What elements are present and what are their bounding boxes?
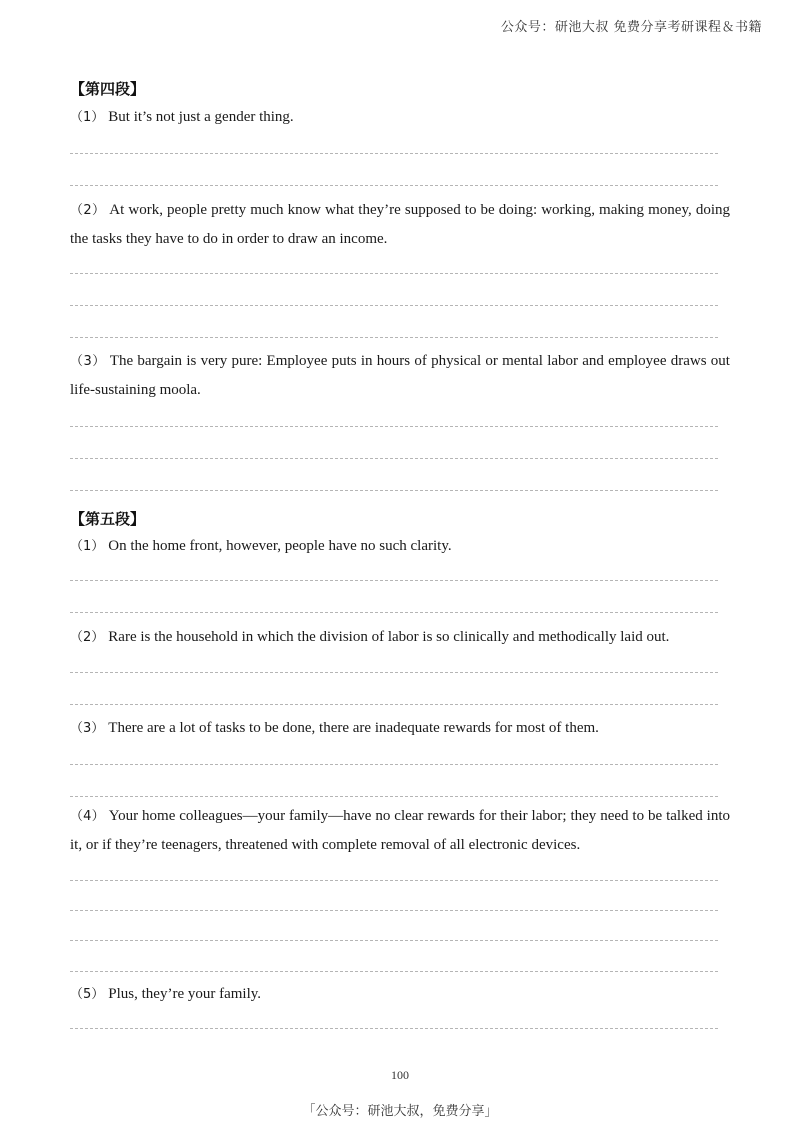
answer-line [70, 672, 718, 673]
answer-line [70, 305, 718, 306]
sentence-number: （3） [70, 721, 105, 736]
answer-line [70, 580, 718, 581]
answer-line [70, 458, 718, 459]
sentence-text: But it’s not just a gender thing. [108, 109, 294, 125]
sentence-number: （3） [70, 354, 106, 369]
answer-line [70, 185, 718, 186]
answer-line [70, 704, 718, 705]
section-title-5: 【第五段】 [70, 510, 146, 528]
answer-line [70, 337, 718, 338]
answer-line [70, 940, 718, 941]
sentence-text: Rare is the household in which the division of labor is so clinically and methodically laid out. [108, 629, 670, 645]
answer-line [70, 490, 718, 491]
answer-line [70, 153, 718, 154]
answer-line [70, 910, 718, 911]
answer-line [70, 880, 718, 881]
sentence-5-5 [70, 980, 730, 1009]
header-note: 公众号：研池大叔 免费分享考研课程＆书籍 [500, 20, 762, 35]
sentence-5-3 [70, 714, 730, 743]
sentence-text: At work, people pretty much know what they’re supposed to be doing: working, making money, doing the tasks they have to do in order to draw an income. [70, 202, 730, 247]
sentence-number: （4） [70, 809, 105, 824]
section-title-4: 【第四段】 [70, 80, 146, 98]
sentence-number: （5） [70, 987, 105, 1002]
sentence-text: The bargain is very pure: Employee puts in hours of physical or mental labor and employee draws out life-sustaining moola. [70, 353, 730, 398]
sentence-number: （2） [70, 630, 105, 645]
sentence-number: （1） [70, 539, 105, 554]
sentence-text: There are a lot of tasks to be done, there are inadequate rewards for most of them. [108, 720, 599, 736]
sentence-text: Your home colleagues—your family—have no clear rewards for their labor; they need to be talked into it, or if they’re teenagers, threatened with complete removal of all electronic devices. [70, 808, 730, 853]
answer-line [70, 1028, 718, 1029]
sentence-number: （1） [70, 110, 105, 125]
sentence-5-4 [70, 802, 730, 860]
answer-line [70, 273, 718, 274]
sentence-text: Plus, they’re your family. [108, 986, 262, 1002]
sentence-5-2 [70, 623, 730, 652]
sentence-4-2 [70, 196, 730, 254]
sentence-number: （2） [70, 203, 106, 218]
sentence-5-1 [70, 532, 730, 561]
sentence-4-1 [70, 103, 730, 132]
answer-line [70, 612, 718, 613]
answer-line [70, 796, 718, 797]
page-number: 100 [391, 1068, 409, 1082]
sentence-4-3 [70, 347, 730, 405]
footer-note: 「公众号：研池大叔，免费分享」 [302, 1104, 498, 1119]
answer-line [70, 426, 718, 427]
answer-line [70, 764, 718, 765]
sentence-text: On the home front, however, people have no such clarity. [108, 538, 452, 554]
answer-line [70, 971, 718, 972]
